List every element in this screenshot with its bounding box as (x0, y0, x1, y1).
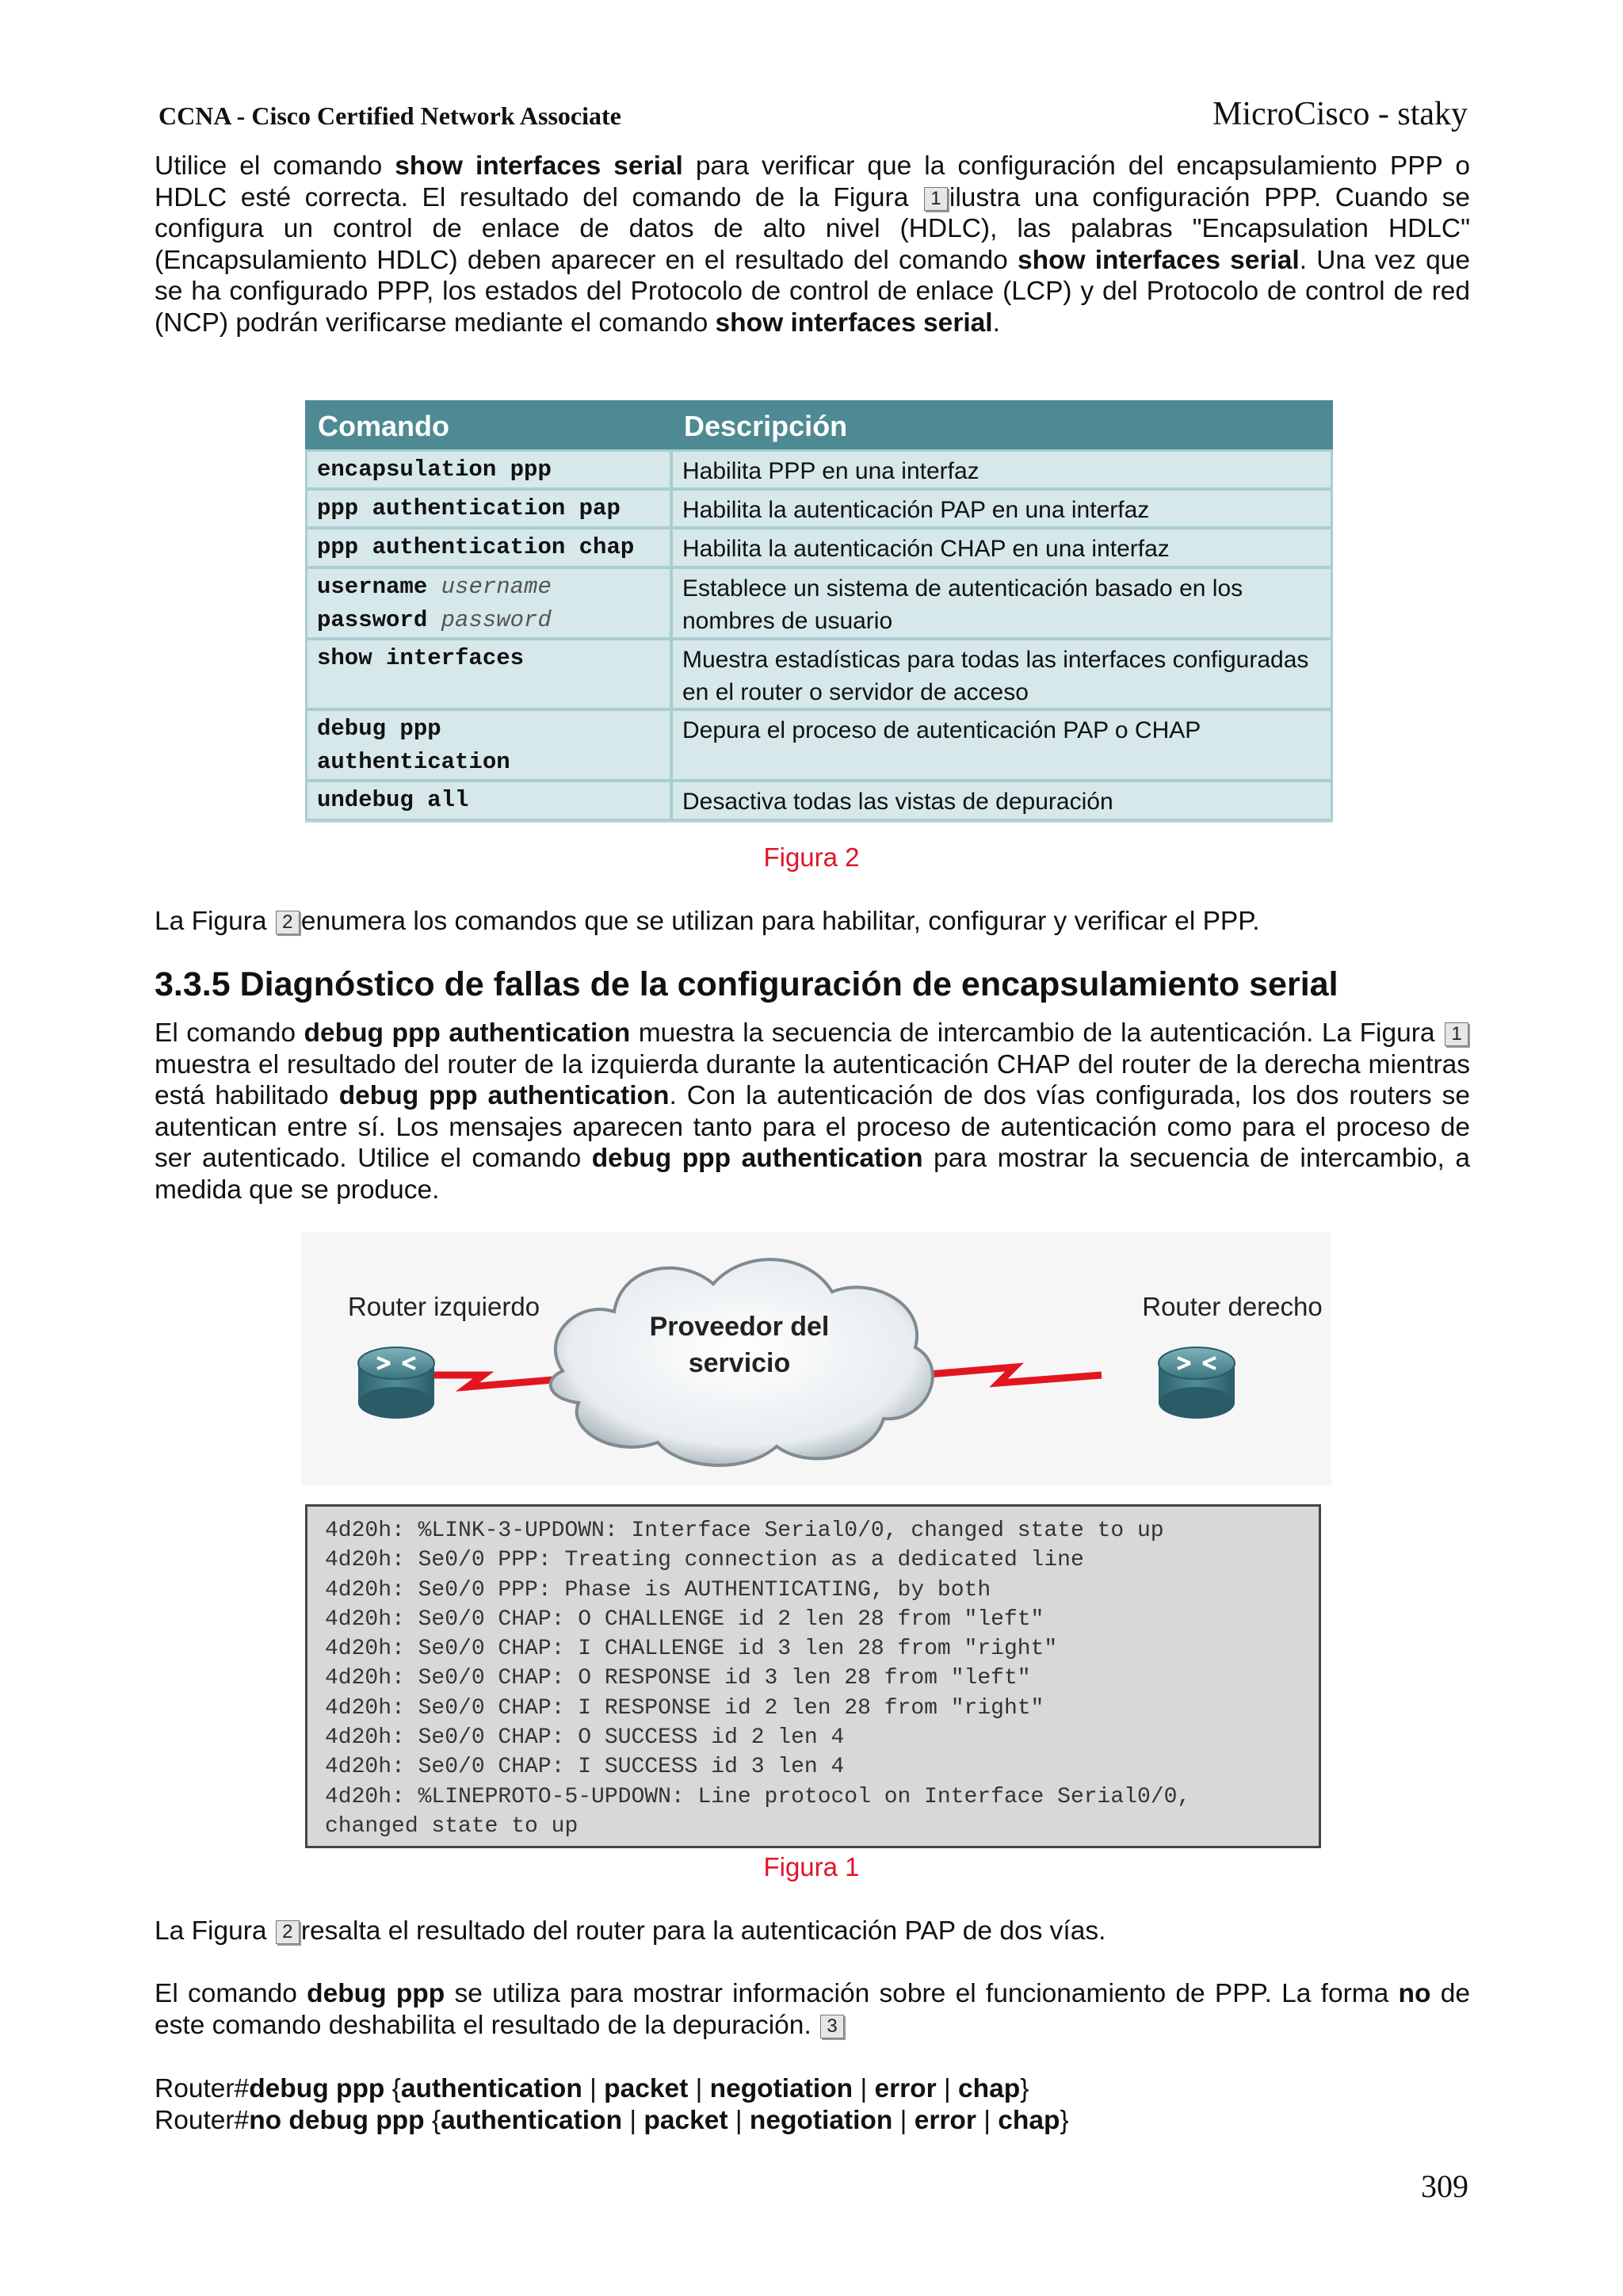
console-output (305, 1504, 1321, 1848)
section-title: 3.3.5 Diagnóstico de fallas de la configuración de encapsulamiento serial (155, 965, 1338, 1003)
console-line: 4d20h: %LINEPROTO-5-UPDOWN: Line protocol on Interface Serial0/0, (325, 1784, 1191, 1809)
console-line: 4d20h: Se0/0 CHAP: I CHALLENGE id 3 len 28 from "right" (325, 1637, 1058, 1662)
figure-ref-1[interactable]: 1 (1445, 1022, 1468, 1046)
table-cell-description: Establece un sistema de autenticación basado en los nombres de usuario (670, 567, 1333, 640)
table-cell-description: Habilita la autenticación CHAP en una interfaz (670, 527, 1333, 568)
console-line: 4d20h: Se0/0 CHAP: O CHALLENGE id 2 len 28 from "left" (325, 1606, 1044, 1632)
console-line: 4d20h: Se0/0 CHAP: I RESPONSE id 2 len 28 from "right" (325, 1695, 1044, 1721)
table-cell-command: encapsulation ppp (305, 449, 672, 490)
table-cell-command: username username password password (305, 567, 672, 640)
syntax-debug-ppp: Router#debug ppp {authentication | packet | negotiation | error | chap} (155, 2074, 1029, 2103)
console-line: 4d20h: %LINK-3-UPDOWN: Interface Serial0/0, changed state to up (325, 1519, 1164, 1543)
table-cell-description: Muestra estadísticas para todas las interfaces configuradas en el router o servidor de acceso (670, 638, 1333, 710)
router-left-label: Router izquierdo (347, 1292, 540, 1321)
pap-paragraph: La Figura 2 resalta el resultado del router para la autenticación PAP de dos vías. (155, 1916, 1106, 1946)
header-author: MicroCisco - staky (1212, 96, 1468, 132)
console-line: 4d20h: Se0/0 CHAP: O SUCCESS id 2 len 4 (325, 1725, 845, 1751)
debug-ppp-paragraph: El comando debug ppp se utiliza para mostrar información sobre el funcionamiento de PPP. La forma no de este comando deshabilita el resultado de la depuración. 3 (155, 1979, 1470, 2040)
table-cell-command: undebug all (305, 780, 672, 821)
table-cell-command: ppp authentication pap (305, 488, 672, 529)
table-cell-description: Habilita la autenticación PAP en una interfaz (670, 488, 1333, 529)
figure-1-caption: Figura 1 (763, 1852, 860, 1881)
table-cell-command: show interfaces (305, 638, 672, 710)
router-right-icon (1159, 1347, 1235, 1419)
cloud-label-line1: Proveedor del (649, 1312, 830, 1342)
console-line: 4d20h: Se0/0 PPP: Phase is AUTHENTICATING, by both (325, 1577, 991, 1603)
column-header-command: Comando (318, 410, 449, 442)
cloud-label-line2: servicio (688, 1348, 791, 1378)
table-cell-command: debug ppp authentication (305, 709, 672, 781)
figure-ref-1[interactable]: 1 (924, 187, 948, 211)
figure-ref-2[interactable]: 2 (276, 1920, 300, 1944)
figure-2-caption: Figura 2 (763, 842, 860, 872)
debug-paragraph: El comando debug ppp authentication muestra la secuencia de intercambio de la autenticación. La Figura 1muestra el resultado del router de la izquierda durante la autenticación CHAP del router de la derecha mientras está habilitado debug ppp authentication. Con la autenticación de dos vías configurada, los dos routers se autentican entre sí. Los mensajes aparecen tanto para el proceso de autenticación como para el proceso de ser autenticado. Utilice el comando debug ppp authentication para mostrar la secuencia de intercambio, a medida que se produce. (155, 1018, 1470, 1205)
page-number: 309 (1421, 2168, 1468, 2204)
figure-ref-2[interactable]: 2 (276, 911, 300, 934)
console-line: 4d20h: Se0/0 CHAP: O RESPONSE id 3 len 28 from "left" (325, 1666, 1031, 1691)
figure-2-paragraph: La Figura 2 enumera los comandos que se utilizan para habilitar, configurar y verificar el PPP. (155, 907, 1260, 936)
console-line: changed state to up (325, 1813, 579, 1839)
header-title: CCNA - Cisco Certified Network Associate (158, 101, 621, 130)
table-cell-command: ppp authentication chap (305, 527, 672, 568)
table-cell-description: Habilita PPP en una interfaz (670, 449, 1333, 490)
column-header-description: Descripción (684, 410, 848, 442)
table-header (305, 400, 1333, 451)
network-diagram (301, 1232, 1331, 1486)
syntax-no-debug-ppp: Router#no debug ppp {authentication | packet | negotiation | error | chap} (155, 2106, 1069, 2135)
router-right-label: Router derecho (1142, 1292, 1323, 1321)
table-cell-description: Desactiva todas las vistas de depuración (670, 780, 1333, 821)
intro-paragraph: Utilice el comando show interfaces serial para verificar que la configuración del encapsulamiento PPP o HDLC esté correcta. El resultado del comando de la Figura 1 ilustra una configuración PPP. Cuando se configura un control de enlace de datos de alto nivel (HDLC), las palabras "Encapsulation HDLC" (Encapsulamiento HDLC) deben aparecer en el resultado del comando show interfaces serial. Una vez que se ha configurado PPP, los estados del Protocolo de control de enlace (LCP) y del Protocolo de control de red (NCP) podrán verificarse mediante el comando show interfaces serial. (155, 151, 1471, 338)
console-line: 4d20h: Se0/0 PPP: Treating connection as a dedicated line (325, 1548, 1084, 1573)
table-cell-description: Depura el proceso de autenticación PAP o CHAP (670, 709, 1333, 781)
router-left-icon (358, 1347, 434, 1419)
figure-ref-3[interactable]: 3 (820, 2015, 844, 2038)
console-line: 4d20h: Se0/0 CHAP: I SUCCESS id 3 len 4 (325, 1755, 845, 1780)
